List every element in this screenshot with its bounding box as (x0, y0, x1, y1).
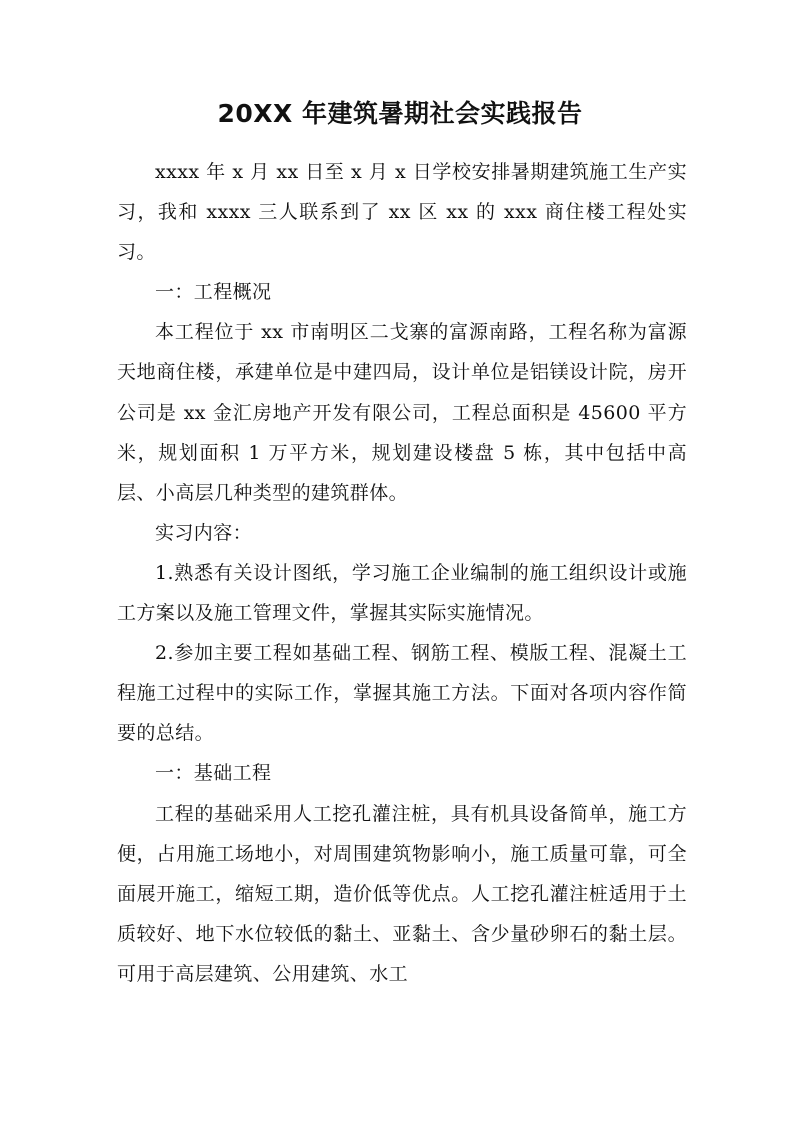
paragraph-content-item-2: 2.参加主要工程如基础工程、钢筋工程、模版工程、混凝土工程施工过程中的实际工作，掌握其施工方法。下面对各项内容作简要的总结。 (117, 642, 687, 745)
paragraph-project-overview: 本工程位于 xx 市南明区二戈寨的富源南路，工程名称为富源天地商住楼，承建单位是中建四局，设计单位是铝镁设计院，房开公司是 xx 金汇房地产开发有限公司，工程总面积是 45600 平方米，规划面积 1 万平方米，规划建设楼盘 5 栋，其中包括中高层、小高层几种类型的建筑群体。 (117, 321, 687, 504)
document-body (117, 152, 687, 994)
heading-project-overview: 一：工程概况 (155, 281, 272, 304)
heading-internship-content: 实习内容： (155, 521, 253, 544)
paragraph-content-item-1: 1.熟悉有关设计图纸，学习施工企业编制的施工组织设计或施工方案以及施工管理文件，掌握其实际实施情况。 (117, 561, 687, 625)
heading-foundation-work: 一：基础工程 (155, 762, 272, 785)
paragraph-foundation-work: 工程的基础采用人工挖孔灌注桩，具有机具设备简单，施工方便，占用施工场地小，对周围建筑物影响小，施工质量可靠，可全面展开施工，缩短工期，造价低等优点。人工挖孔灌注桩适用于土质较好、地下水位较低的黏土、亚黏土、含少量砂卵石的黏土层。可用于高层建筑、公用建筑、水工 (117, 802, 687, 985)
paragraph-intro: xxxx 年 x 月 xx 日至 x 月 x 日学校安排暑期建筑施工生产实习，我和 xxxx 三人联系到了 xx 区 xx 的 xxx 商住楼工程处实习。 (117, 161, 687, 264)
document-title: 20XX 年建筑暑期社会实践报告 (217, 99, 583, 128)
